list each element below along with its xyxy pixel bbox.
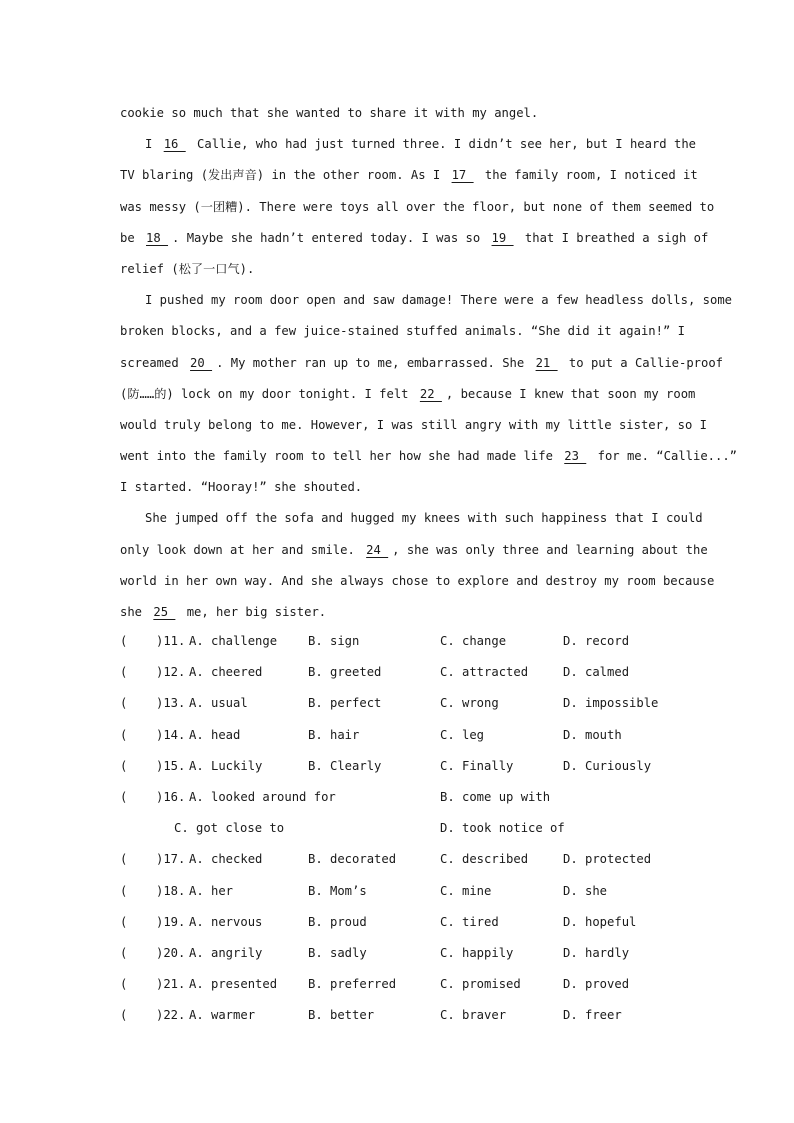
option-d: D. protected xyxy=(563,852,652,867)
option-b: B. sign xyxy=(308,634,360,648)
passage-text: for me. “Callie...” xyxy=(590,449,738,464)
passage-text: only look down at her and smile. xyxy=(120,542,363,557)
option-d: D. calmed xyxy=(563,665,630,680)
passage-text: relief (松了一口气). xyxy=(120,261,255,276)
question-number: )11. xyxy=(156,634,186,648)
question-number: )16. xyxy=(156,789,186,804)
option-b: B. proud xyxy=(308,914,367,929)
passage-text: she xyxy=(120,605,150,619)
passage-text: TV blaring (发出声音) in the other room. As I xyxy=(120,168,448,183)
passage-line xyxy=(120,100,674,131)
option-b: B. perfect xyxy=(308,696,382,711)
question-row xyxy=(120,722,680,753)
passage-line xyxy=(120,256,674,287)
question-row xyxy=(120,940,680,971)
blank-19: 19 xyxy=(491,230,514,245)
answer-paren: ( xyxy=(120,665,128,680)
question-number: )15. xyxy=(156,758,186,773)
option-c: C. braver xyxy=(440,1008,507,1023)
answer-paren: ( xyxy=(120,634,128,648)
option-a: A. warmer xyxy=(189,1008,256,1023)
blank-22: 22 xyxy=(419,386,442,401)
passage-line xyxy=(120,505,703,536)
passage-line xyxy=(120,194,715,225)
passage-line xyxy=(120,474,674,505)
option-c: C. described xyxy=(440,852,529,867)
blank-16: 16 xyxy=(163,137,186,152)
answer-paren: ( xyxy=(120,914,128,929)
passage-line xyxy=(120,412,707,443)
blank-21: 21 xyxy=(535,355,558,370)
passage-line xyxy=(120,381,696,412)
question-row xyxy=(120,628,680,659)
option-b: B. Clearly xyxy=(308,758,382,773)
option-c: C. wrong xyxy=(440,696,499,711)
passage-text: was messy (一团糟). There were toys all over the floor, but none of them seemed to xyxy=(120,199,715,214)
passage-line xyxy=(120,537,708,568)
question-row xyxy=(120,753,680,784)
option-d: D. hopeful xyxy=(563,914,637,929)
question-number: )17. xyxy=(156,852,186,867)
passage-line xyxy=(120,162,698,193)
passage-text: I pushed my room door open and saw damage! There were a few headless dolls, some xyxy=(145,293,732,308)
question-number: )18. xyxy=(156,883,186,898)
option-a: A. cheered xyxy=(189,665,263,680)
option-c: C. got close to xyxy=(174,821,285,836)
blank-25: 25 xyxy=(153,605,176,619)
question-row xyxy=(120,909,680,940)
option-a: A. challenge xyxy=(189,634,278,648)
passage-text: cookie so much that she wanted to share it with my angel. xyxy=(120,106,539,120)
question-row xyxy=(120,1002,680,1033)
question-row xyxy=(120,971,680,1002)
option-d: D. record xyxy=(563,634,630,648)
answer-paren: ( xyxy=(120,852,128,867)
question-number: )22. xyxy=(156,1008,186,1023)
passage-line xyxy=(120,287,732,318)
passage-text: (防……的) lock on my door tonight. I felt xyxy=(120,386,416,401)
option-c: C. attracted xyxy=(440,665,529,680)
option-b: B. come up with xyxy=(440,789,551,804)
answer-paren: ( xyxy=(120,977,128,992)
passage-text: I xyxy=(145,137,160,152)
option-b: B. better xyxy=(308,1008,375,1023)
option-d: D. impossible xyxy=(563,696,659,711)
option-c: C. Finally xyxy=(440,758,514,773)
option-a: A. her xyxy=(189,883,234,898)
answer-paren: ( xyxy=(120,789,128,804)
question-number: )19. xyxy=(156,914,186,929)
question-number: )21. xyxy=(156,977,186,992)
passage-text: screamed xyxy=(120,355,187,370)
answer-paren: ( xyxy=(120,1008,128,1023)
reading-passage xyxy=(120,100,738,630)
blank-18: 18 xyxy=(146,230,169,245)
question-number: )14. xyxy=(156,727,186,742)
passage-text: She jumped off the sofa and hugged my knees with such happiness that I could xyxy=(145,511,703,526)
passage-line xyxy=(120,318,685,349)
option-c: C. change xyxy=(440,634,507,648)
passage-text: I started. “Hooray!” she shouted. xyxy=(120,480,363,495)
passage-text: be xyxy=(120,230,143,245)
option-d: D. she xyxy=(563,883,608,898)
blank-23: 23 xyxy=(564,449,587,464)
question-row xyxy=(120,690,680,721)
question-number: )12. xyxy=(156,665,186,680)
option-d: D. mouth xyxy=(563,727,622,742)
answer-paren: ( xyxy=(120,945,128,960)
passage-line xyxy=(120,443,738,474)
option-d: D. hardly xyxy=(563,945,630,960)
option-b: B. Mom’s xyxy=(308,883,367,898)
question-number: )13. xyxy=(156,696,186,711)
passage-text: , because I knew that soon my room xyxy=(445,386,696,401)
passage-text: . Maybe she hadn’t entered today. I was so xyxy=(172,230,488,245)
option-c: C. mine xyxy=(440,883,492,898)
passage-text: would truly belong to me. However, I was still angry with my little sister, so I xyxy=(120,417,707,432)
option-c: C. promised xyxy=(440,977,521,992)
option-d: D. proved xyxy=(563,977,630,992)
question-row xyxy=(120,784,680,815)
answer-paren: ( xyxy=(120,696,128,711)
passage-text: . My mother ran up to me, embarrassed. She xyxy=(216,355,532,370)
passage-line xyxy=(120,568,715,599)
blank-20: 20 xyxy=(190,355,213,370)
passage-line xyxy=(120,225,709,256)
option-a: A. nervous xyxy=(189,914,263,929)
answer-paren: ( xyxy=(120,727,128,742)
passage-line xyxy=(120,599,674,630)
option-b: B. greeted xyxy=(308,665,382,680)
passage-text: me, her big sister. xyxy=(179,605,327,619)
option-a: A. looked around for xyxy=(189,789,336,804)
passage-line xyxy=(120,131,696,162)
blank-17: 17 xyxy=(451,168,474,183)
option-c: C. tired xyxy=(440,914,499,929)
question-row xyxy=(120,878,680,909)
option-a: A. head xyxy=(189,727,241,742)
option-a: A. usual xyxy=(189,696,248,711)
option-c: C. leg xyxy=(440,727,485,742)
option-b: B. hair xyxy=(308,727,360,742)
passage-text: Callie, who had just turned three. I didn’t see her, but I heard the xyxy=(189,137,696,152)
option-d: D. freer xyxy=(563,1008,622,1023)
option-d: D. took notice of xyxy=(440,821,565,836)
option-d: D. Curiously xyxy=(563,758,652,773)
question-row xyxy=(120,846,680,877)
passage-text: went into the family room to tell her how she had made life xyxy=(120,449,561,464)
option-b: B. preferred xyxy=(308,977,397,992)
passage-text: that I breathed a sigh of xyxy=(517,230,709,245)
passage-text: the family room, I noticed it xyxy=(477,168,698,183)
passage-text: , she was only three and learning about the xyxy=(392,542,708,557)
passage-text: world in her own way. And she always chose to explore and destroy my room because xyxy=(120,573,715,588)
option-a: A. angrily xyxy=(189,945,263,960)
passage-text: to put a Callie-proof xyxy=(561,355,724,370)
option-a: A. Luckily xyxy=(189,758,263,773)
question-row xyxy=(120,815,680,846)
option-b: B. decorated xyxy=(308,852,397,867)
passage-line xyxy=(120,350,724,381)
passage-text: broken blocks, and a few juice-stained stuffed animals. “She did it again!” I xyxy=(120,324,685,339)
question-number: )20. xyxy=(156,945,186,960)
option-a: A. checked xyxy=(189,852,263,867)
option-b: B. sadly xyxy=(308,945,367,960)
option-a: A. presented xyxy=(189,977,278,992)
question-row xyxy=(120,659,680,690)
option-c: C. happily xyxy=(440,945,514,960)
answer-paren: ( xyxy=(120,758,128,773)
blank-24: 24 xyxy=(366,542,389,557)
answer-paren: ( xyxy=(120,883,128,898)
question-list xyxy=(120,628,680,1033)
